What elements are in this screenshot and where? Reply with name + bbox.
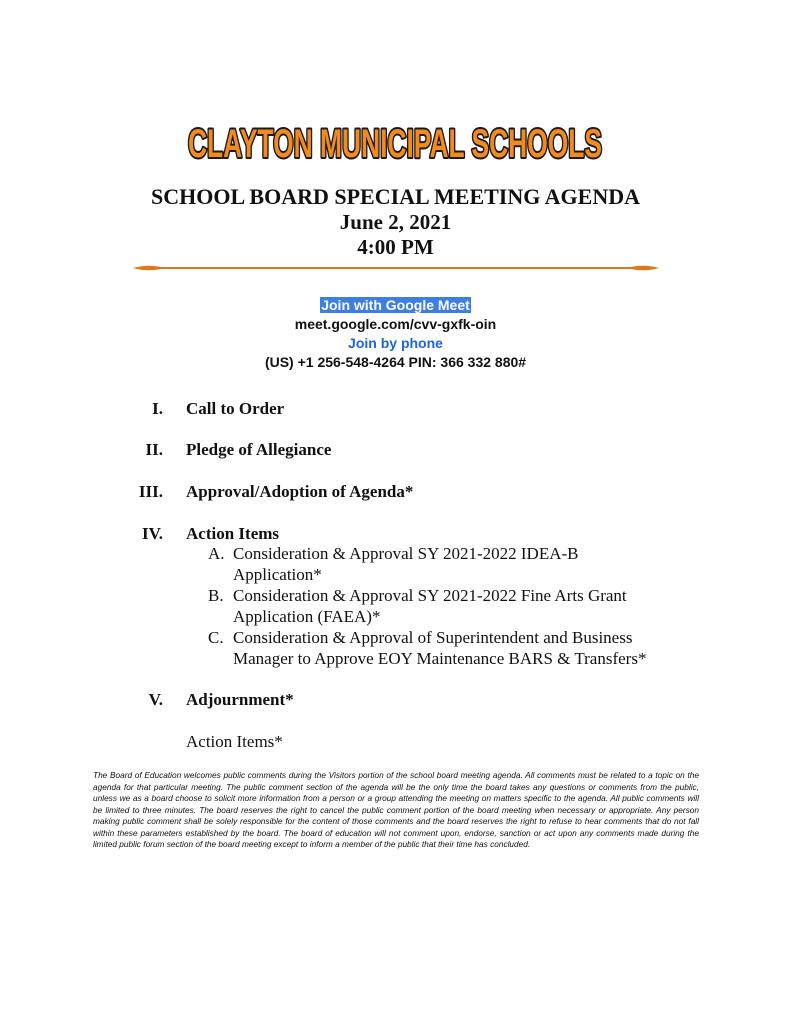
action-item-line: Consideration & Approval SY 2021-2022 Fine Arts Grant [233, 586, 627, 605]
agenda-item-label: Adjournment* [186, 690, 294, 709]
agenda-item-number: V. [148, 690, 163, 709]
action-items-footnote: Action Items* [186, 732, 283, 751]
agenda-heading [0, 184, 791, 260]
action-item-letter: B. [208, 586, 224, 605]
agenda-item-label: Action Items [186, 524, 280, 543]
join-google-meet-link[interactable]: Join with Google Meet [321, 297, 470, 313]
action-item-line: Application (FAEA)* [233, 607, 381, 626]
meet-url[interactable]: meet.google.com/cvv-gxfk-oin [294, 316, 497, 332]
logo-fill: CLAYTON MUNICIPAL SCHOOLS [188, 122, 602, 166]
meeting-time: 4:00 PM [357, 235, 434, 259]
public-comment-notice: The Board of Education welcomes public comments during the Visitors portion of the school board meeting agenda. All comments must be related to a topic on the agenda for that particular meeting. The public comment section of the agenda will be the only time the board takes any questions or comments from the public, unless we as a board choose to solicit more information from a person or a group attending the meeting on matters specific to the agenda. All public comments will be limited to three minutes. The board reserves the right to cancel the public comment portion of the board meeting when necessary or appropriate. Any person making public comment shall be solely responsible for the content of those comments and the board reserves the right to refuse to hear comments that do not fall within these parameters established by the board. The board of education will not comment upon, endorse, sanction or act upon any comments made during the limited public forum section of the board meeting except to inform a member of the public that their time has concluded. [93, 770, 699, 849]
agenda-item-label: Pledge of Allegiance [186, 440, 332, 459]
action-item-text [233, 585, 703, 627]
action-item-text [233, 627, 703, 669]
agenda-item-number: IV. [142, 524, 163, 543]
district-logo [185, 118, 605, 166]
agenda-item-number: III. [138, 482, 163, 501]
divider-rule [133, 261, 659, 275]
action-item-line: Manager to Approve EOY Maintenance BARS & Transfers* [233, 649, 647, 668]
phone-number: (US) +1 256-548-4264 PIN: 366 332 880# [264, 354, 527, 370]
agenda-item-number: II. [145, 440, 163, 459]
logo-wordmark [185, 118, 605, 166]
action-item-letter: C. [208, 628, 224, 647]
action-item-line: Consideration & Approval of Superintendent and Business [233, 628, 633, 647]
meeting-date: June 2, 2021 [339, 210, 452, 234]
agenda-item-label: Call to Order [186, 399, 285, 418]
logo-outline: CLAYTON MUNICIPAL SCHOOLS [188, 122, 602, 166]
meeting-join-info [0, 296, 791, 372]
action-item-line: Application* [233, 565, 322, 584]
page-title: SCHOOL BOARD SPECIAL MEETING AGENDA [151, 184, 640, 209]
action-item-text [233, 543, 703, 585]
agenda-item-label: Approval/Adoption of Agenda* [186, 482, 414, 501]
action-item-line: Consideration & Approval SY 2021-2022 IDEA-B [233, 544, 579, 563]
action-item-letter: A. [208, 544, 225, 563]
agenda-item-number: I. [152, 399, 163, 418]
join-by-phone-link[interactable]: Join by phone [348, 335, 443, 351]
